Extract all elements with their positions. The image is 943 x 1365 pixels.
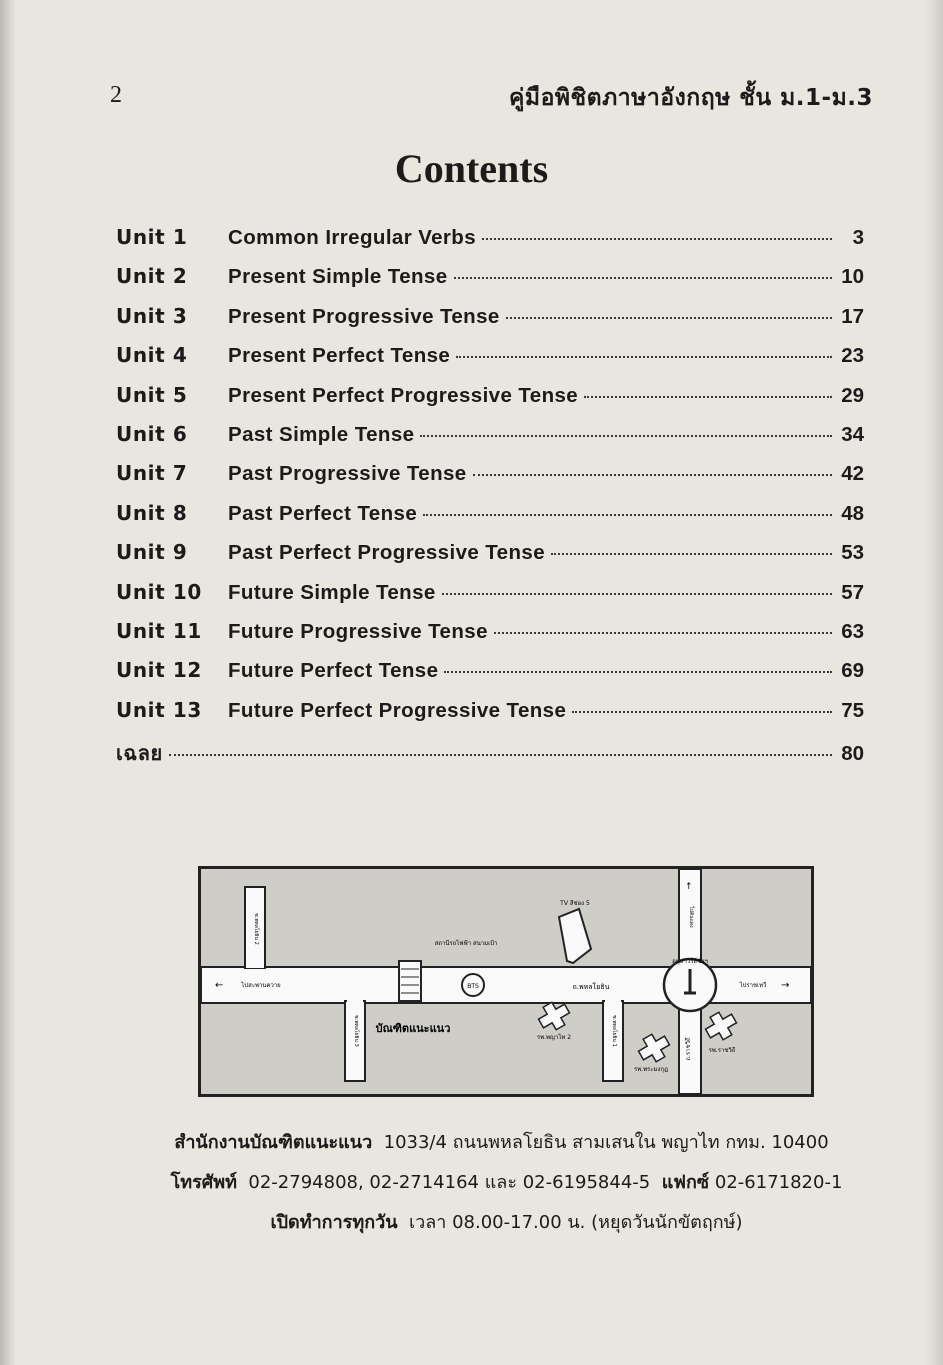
topic-title: Present Perfect Progressive Tense — [228, 383, 579, 407]
toc-entry[interactable] — [116, 383, 864, 422]
toc-entry[interactable] — [116, 225, 864, 264]
dot-leader — [584, 396, 832, 398]
toc-entry[interactable] — [116, 264, 864, 303]
page-reference: 17 — [841, 304, 864, 328]
soi-2-label: ซ.พหลโยธิน 2 — [253, 913, 259, 945]
hospital-phyathai2-label: รพ.พญาไท 2 — [536, 1034, 572, 1041]
dot-leader — [169, 754, 832, 756]
hospital-rajavithi-label: รพ.ราชวิถี — [708, 1047, 736, 1054]
toc-entry[interactable] — [116, 343, 864, 382]
page-reference: 34 — [841, 422, 864, 446]
dot-leader — [494, 632, 832, 634]
toc-entry[interactable] — [116, 461, 864, 500]
main-road — [201, 967, 811, 1003]
unit-label: Unit 13 — [116, 697, 202, 722]
road-rajavithi-label: ถ.ราชวิถี — [685, 1037, 692, 1061]
phone-numbers: 02-2794808, 02-2714164 และ 02-6195844-5 — [248, 1172, 651, 1193]
dot-leader — [473, 474, 832, 476]
bts-station-label: สถานีรถไฟฟ้า สนามเป้า — [434, 940, 498, 947]
road-phahon-label: ถ.พหลโยธิน — [572, 983, 610, 991]
page-reference: 23 — [841, 344, 864, 368]
page-reference: 42 — [841, 462, 864, 486]
unit-label: Unit 12 — [116, 658, 202, 683]
toc-entry[interactable] — [116, 304, 864, 343]
topic-title: Past Perfect Progressive Tense — [228, 541, 545, 565]
unit-label: Unit 7 — [116, 461, 188, 486]
unit-label: Unit 10 — [116, 579, 202, 604]
publisher-building-label: บัณฑิตแนะแนว — [375, 1022, 451, 1035]
page-reference: 53 — [841, 541, 864, 565]
to-din-daeng-label: ไปดินแดง — [688, 906, 694, 928]
unit-label: Unit 1 — [116, 225, 188, 249]
page-reference: 57 — [841, 580, 864, 604]
toc-entry[interactable] — [116, 619, 864, 658]
dot-leader — [423, 514, 832, 516]
to-pratunam-label: ไปราชเทวี — [739, 982, 767, 989]
soi-1-label: ซ.พหลโยธิน 1 — [611, 1015, 617, 1047]
topic-title: Future Perfect Progressive Tense — [228, 698, 567, 722]
victory-monument-label: อนุสาวรีย์ชัยฯ — [672, 958, 708, 965]
dot-leader — [442, 593, 832, 595]
location-map — [198, 866, 814, 1097]
page-reference: 63 — [841, 619, 864, 643]
soi-3-label: ซ.พหลโยธิน 3 — [353, 1015, 359, 1047]
toc-entry[interactable] — [116, 580, 864, 619]
dot-leader — [572, 711, 832, 713]
dot-leader — [482, 238, 832, 240]
office-address: 1033/4 ถนนพหลโยธิน สามเสนใน พญาไท กทม. 10400 — [383, 1132, 829, 1153]
topic-title: Future Perfect Tense — [228, 659, 439, 683]
office-name: สำนักงานบัณฑิตแนะแนว — [174, 1132, 373, 1153]
unit-label: Unit 2 — [116, 264, 188, 289]
page-reference: 69 — [841, 659, 864, 683]
page-edge-shadow-right — [925, 0, 943, 1365]
office-hours: เวลา 08.00-17.00 น. (หยุดวันนักขัตฤกษ์) — [408, 1212, 743, 1233]
topic-title: Present Simple Tense — [228, 265, 448, 289]
unit-label: Unit 9 — [116, 540, 188, 565]
dot-leader — [456, 356, 832, 358]
contents-heading: Contents — [394, 146, 549, 191]
topic-title: Past Perfect Tense — [228, 501, 418, 525]
topic-title: Future Progressive Tense — [228, 619, 488, 643]
bts-label: BTS — [467, 983, 479, 990]
topic-title: Common Irregular Verbs — [228, 226, 477, 249]
left-arrow-icon: ← — [215, 980, 224, 991]
toc-entry[interactable] — [116, 698, 864, 737]
unit-label: Unit 5 — [116, 382, 188, 407]
tv-station-icon — [559, 909, 591, 963]
page-reference: 29 — [841, 383, 864, 407]
phone-label: โทรศัพท์ — [170, 1172, 237, 1193]
dot-leader — [551, 553, 832, 555]
unit-label: เฉลย — [116, 741, 163, 766]
fax-label: แฟกซ์ — [661, 1172, 710, 1193]
fax-number: 02-6171820-1 — [714, 1172, 843, 1193]
unit-label: Unit 11 — [116, 618, 202, 643]
footer-contact-line — [0, 1167, 943, 1196]
topic-title: Past Progressive Tense — [228, 462, 467, 486]
unit-label: Unit 6 — [116, 421, 188, 446]
toc-entry[interactable] — [116, 658, 864, 697]
topic-title: Future Simple Tense — [228, 580, 436, 604]
page-number: 2 — [110, 82, 122, 108]
toc-entry[interactable] — [116, 422, 864, 461]
book-title: คู่มือพิชิตภาษาอังกฤษ ชั้น ม.1-ม.3 — [509, 85, 873, 111]
page-reference: 75 — [841, 698, 864, 722]
page-reference: 80 — [841, 742, 864, 766]
page-reference: 3 — [852, 226, 864, 249]
dot-leader — [444, 671, 832, 673]
hospital-icon — [635, 1029, 674, 1067]
to-sanam-pao-label: ไปสะพานควาย — [241, 982, 281, 989]
toc-entry[interactable] — [116, 540, 864, 579]
page-reference: 10 — [841, 265, 864, 289]
toc-entry[interactable] — [116, 501, 864, 540]
footer-address-line — [0, 1127, 943, 1156]
unit-label: Unit 4 — [116, 343, 188, 368]
dot-leader — [454, 277, 832, 279]
footer-hours-line — [0, 1207, 943, 1236]
publisher-building-icon — [399, 961, 421, 1001]
right-arrow-icon: → — [781, 980, 790, 991]
hours-label: เปิดทำการทุกวัน — [270, 1212, 398, 1233]
hospital-phramongkut-label: รพ.พระมงกุฎ — [633, 1066, 669, 1073]
dot-leader — [420, 435, 832, 437]
topic-title: Present Perfect Tense — [228, 344, 451, 368]
hospital-icon — [702, 1007, 741, 1045]
toc-entry[interactable] — [116, 737, 864, 776]
page-edge-shadow-left — [0, 0, 16, 1365]
topic-title: Present Progressive Tense — [228, 304, 500, 328]
topic-title: Past Simple Tense — [228, 422, 415, 446]
unit-label: Unit 8 — [116, 500, 188, 525]
up-arrow-icon: ↑ — [685, 882, 693, 892]
tv-station-label: TV สีช่อง 5 — [560, 900, 590, 907]
dot-leader — [506, 317, 832, 319]
table-of-contents — [116, 225, 864, 776]
page-reference: 48 — [841, 501, 864, 525]
unit-label: Unit 3 — [116, 303, 188, 328]
